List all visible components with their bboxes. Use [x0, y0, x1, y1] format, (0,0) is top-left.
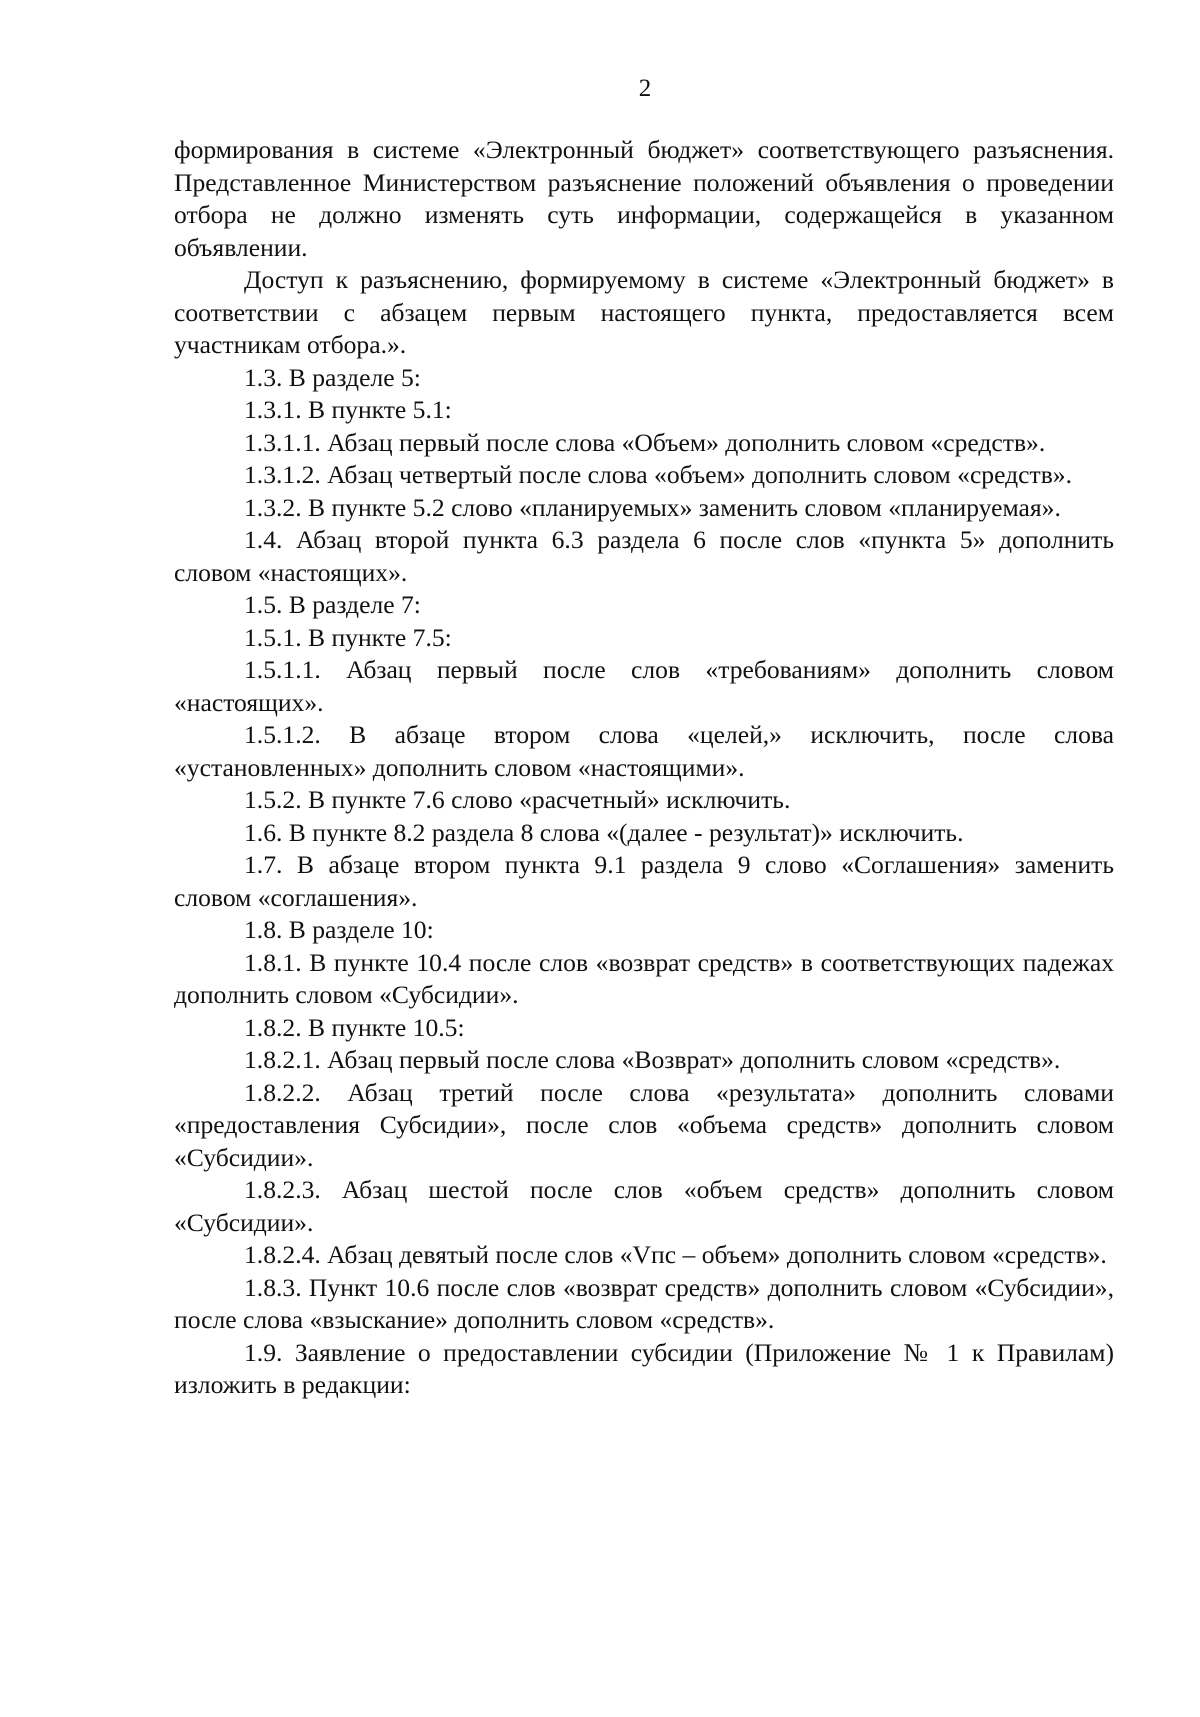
paragraph: 1.7. В абзаце втором пункта 9.1 раздела 9 слово «Соглашения» заменить словом «соглашения». [174, 850, 1114, 912]
paragraph: 1.5.1.1. Абзац первый после слов «требованиям» дополнить словом «настоящих». [174, 655, 1114, 717]
paragraph: 1.8.3. Пункт 10.6 после слов «возврат средств» дополнить словом «Субсидии», после слова «взыскание» дополнить словом «средств». [174, 1272, 1114, 1334]
paragraph: 1.5. В разделе 7: [244, 590, 421, 619]
paragraph: 1.8.1. В пункте 10.4 после слов «возврат средств» в соответствующих падежах дополнить словом «Субсидии». [174, 947, 1114, 1009]
paragraph: 1.8.2.1. Абзац первый после слова «Возврат» дополнить словом «средств». [244, 1045, 1061, 1074]
paragraph: 1.3.1.2. Абзац четвертый после слова «объем» дополнить словом «средств». [244, 460, 1072, 489]
paragraph: формирования в системе «Электронный бюджет» соответствующего разъяснения. Представленное Министерством разъяснение положений объявления о проведении отбора не должно изменять суть информации, содержащейся в указанном объявлении. [174, 135, 1114, 262]
paragraph: 1.3.2. В пункте 5.2 слово «планируемых» заменить словом «планируемая». [244, 492, 1061, 522]
paragraph: 1.8.2.4. Абзац девятый после слов «Vпс – объем» дополнить словом «средств». [244, 1240, 1107, 1269]
paragraph: 1.3.1.1. Абзац первый после слова «Объем» дополнить словом «средств». [244, 427, 1046, 457]
paragraph: Доступ к разъяснению, формируемому в системе «Электронный бюджет» в соответствии с абзацем первым настоящего пункта, предоставляется всем участникам отбора.». [174, 265, 1114, 359]
paragraph: 1.9. Заявление о предоставлении субсидии (Приложение № 1 к Правилам) изложить в редакции: [174, 1337, 1114, 1399]
paragraph: 1.3.1. В пункте 5.1: [244, 395, 452, 424]
paragraph: 1.5.1.2. В абзаце втором слова «целей,» исключить, после слова «установленных» дополнить словом «настоящими». [174, 720, 1114, 782]
page-number: 2 [638, 75, 652, 102]
paragraph: 1.5.1. В пункте 7.5: [244, 622, 452, 652]
paragraph: 1.3. В разделе 5: [244, 362, 421, 392]
paragraph: 1.8. В разделе 10: [244, 915, 434, 944]
paragraph: 1.5.2. В пункте 7.6 слово «расчетный» исключить. [244, 785, 791, 814]
paragraph: 1.8.2.2. Абзац третий после слова «результата» дополнить словами «предоставления Субсидии», после слов «объема средств» дополнить словом «Субсидии». [174, 1077, 1114, 1172]
paragraph: 1.8.2. В пункте 10.5: [244, 1012, 465, 1042]
paragraph: 1.6. В пункте 8.2 раздела 8 слова «(далее - результат)» исключить. [244, 817, 964, 847]
paragraph: 1.8.2.3. Абзац шестой после слов «объем средств» дополнить словом «Субсидии». [174, 1175, 1114, 1237]
paragraph: 1.4. Абзац второй пункта 6.3 раздела 6 после слов «пункта 5» дополнить словом «настоящих». [174, 525, 1114, 587]
document-body [174, 134, 1114, 1402]
